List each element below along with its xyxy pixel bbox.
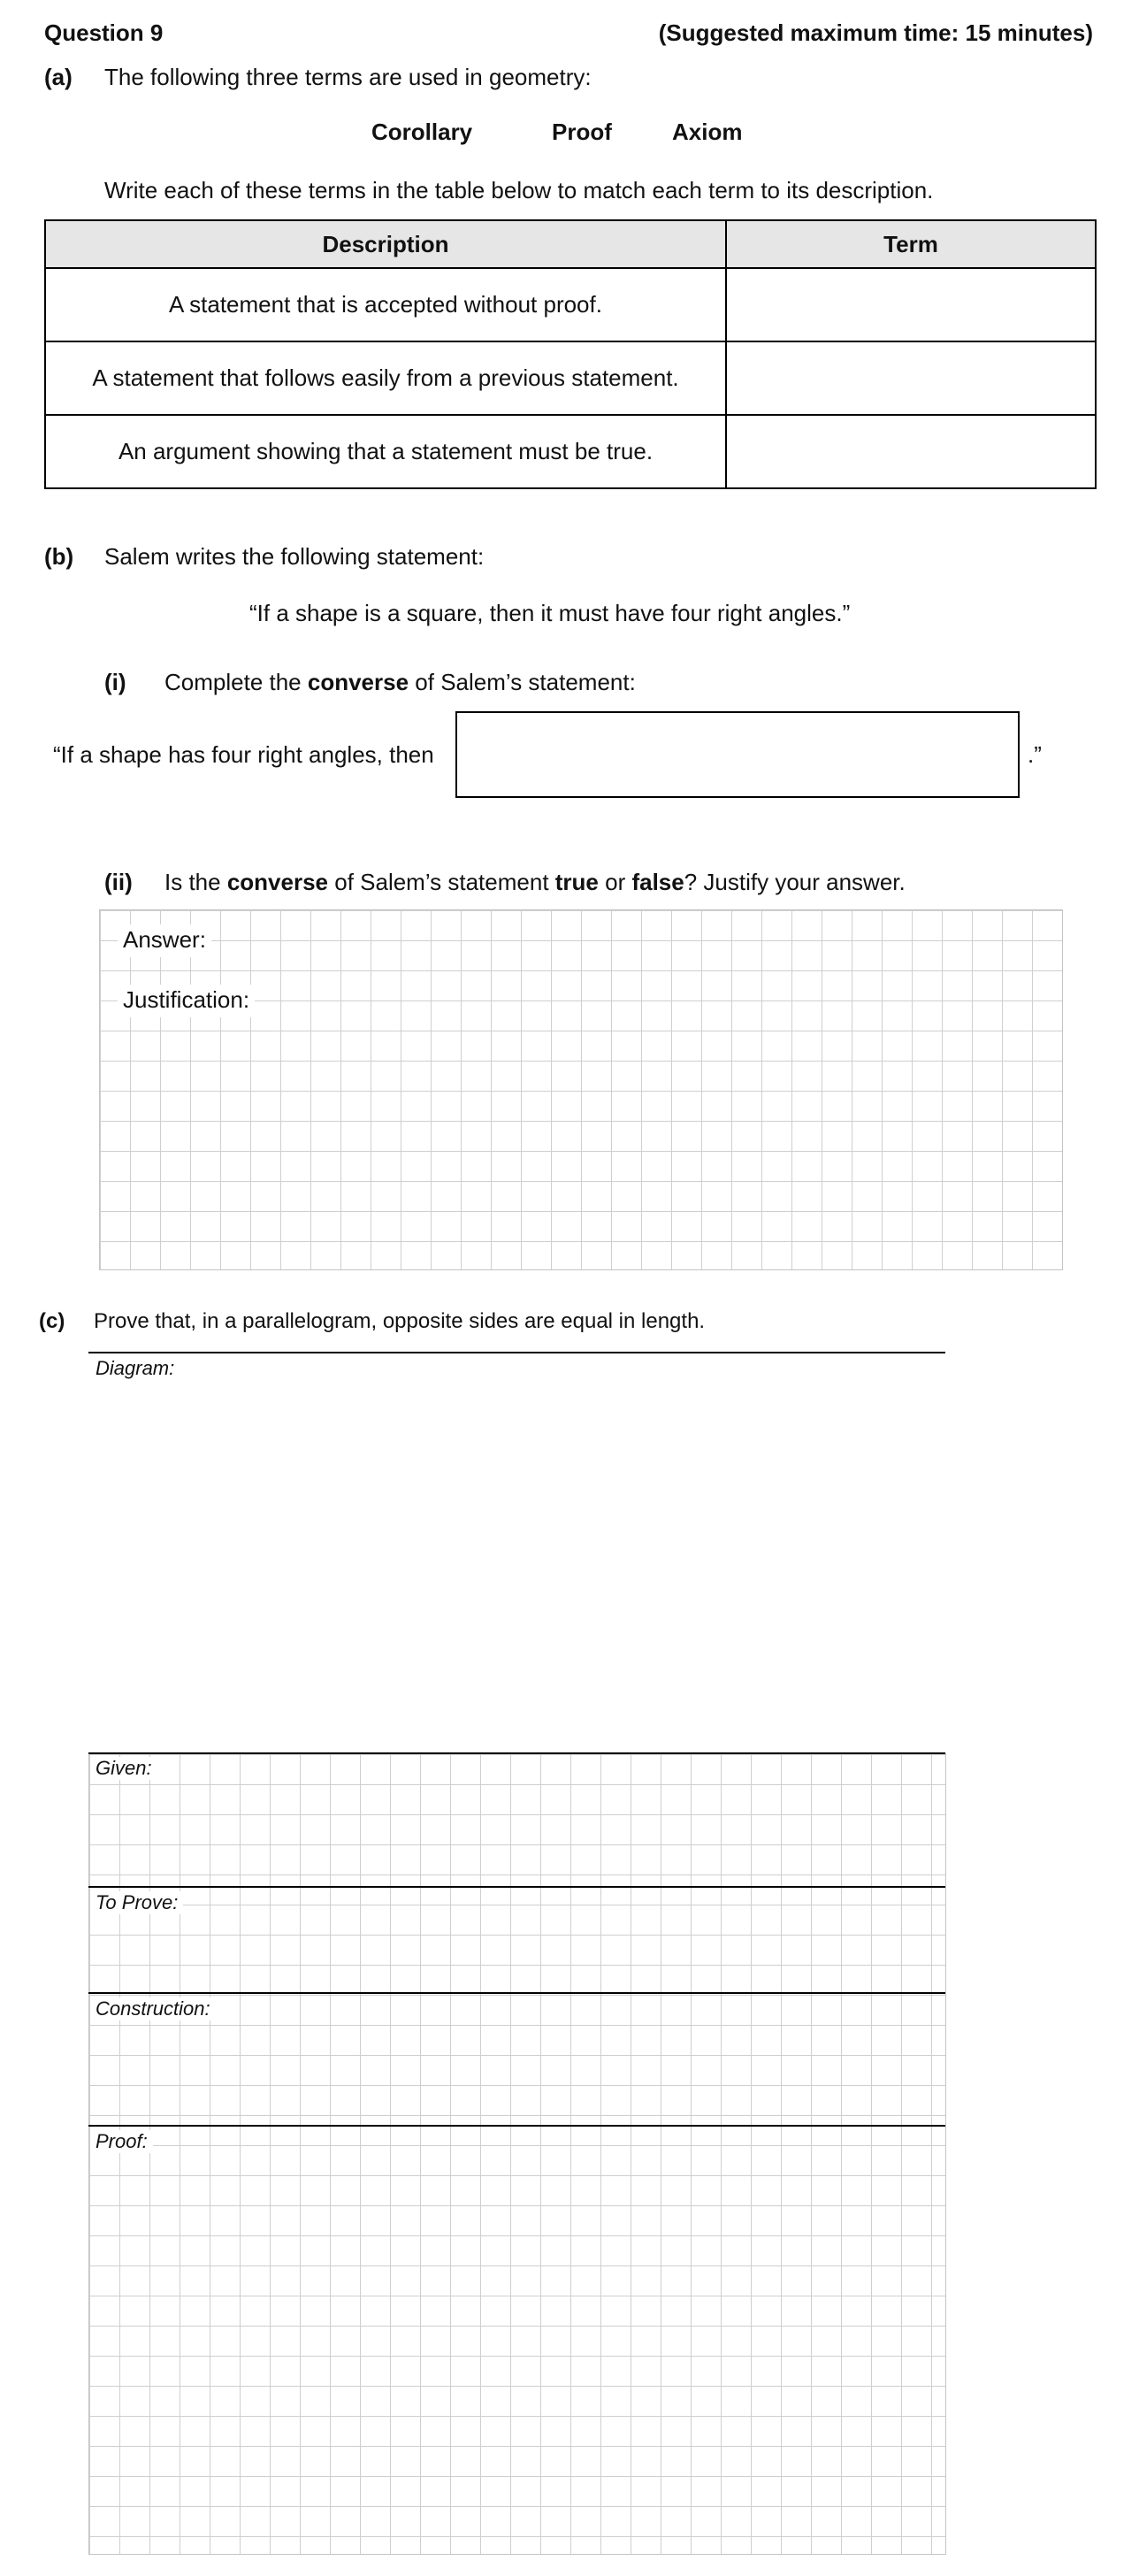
suggested-time: (Suggested maximum time: 15 minutes) [658, 19, 1093, 46]
description-header: Description [45, 220, 726, 268]
diagram-label: Diagram: [96, 1357, 175, 1379]
part-a-instruction: Write each of these terms in the table below to match each term to its description. [104, 177, 934, 203]
part-b-ii-question [164, 869, 906, 896]
part-b-intro: Salem writes the following statement: [104, 543, 485, 570]
part-a-intro: The following three terms are used in geometry: [104, 64, 592, 90]
converse-sentence-start: “If a shape has four right angles, then [53, 741, 434, 768]
divider [88, 2125, 945, 2127]
part-b-i-label: (i) [104, 669, 126, 695]
text: Is the [164, 869, 227, 895]
converse-answer-box[interactable] [455, 711, 1020, 798]
matching-table [44, 219, 1097, 489]
part-c-instruction: Prove that, in a parallelogram, opposite sides are equal in length. [94, 1309, 706, 1333]
table-row [45, 268, 1096, 341]
text: or [598, 869, 632, 895]
converse-bold: converse [307, 669, 409, 695]
proof-grid[interactable] [88, 1753, 946, 2555]
divider [88, 1992, 945, 1994]
question-number: Question 9 [44, 19, 164, 46]
part-b-ii-label: (ii) [104, 869, 133, 895]
proof-label: Proof: [90, 2130, 153, 2153]
given-label: Given: [90, 1757, 157, 1780]
answer-label: Answer: [118, 924, 211, 957]
term-header: Term [726, 220, 1096, 268]
table-row [45, 415, 1096, 488]
part-c-label: (c) [39, 1309, 65, 1333]
term-corollary: Corollary [371, 119, 473, 145]
false-bold: false [631, 869, 684, 895]
table-row [45, 341, 1096, 415]
divider [88, 1886, 945, 1888]
term-answer-cell[interactable] [726, 415, 1096, 488]
description-cell: An argument showing that a statement must be true. [45, 415, 726, 488]
text: ? Justify your answer. [684, 869, 906, 895]
answer-grid[interactable] [99, 909, 1063, 1270]
term-answer-cell[interactable] [726, 268, 1096, 341]
term-proof: Proof [552, 119, 612, 145]
description-cell: A statement that is accepted without proof. [45, 268, 726, 341]
text: of Salem’s statement: [409, 669, 636, 695]
text: Complete the [164, 669, 308, 695]
converse-sentence-end: .” [1028, 741, 1042, 768]
to-prove-label: To Prove: [90, 1891, 183, 1914]
construction-label: Construction: [90, 1997, 216, 2020]
salem-statement: “If a shape is a square, then it must have four right angles.” [249, 600, 851, 626]
part-a-label: (a) [44, 64, 73, 90]
divider [88, 1752, 945, 1754]
part-b-i-instruction [164, 669, 636, 696]
text: of Salem’s statement [328, 869, 555, 895]
converse-bold: converse [226, 869, 329, 895]
part-b-label: (b) [44, 543, 74, 570]
divider [88, 1352, 945, 1353]
term-axiom: Axiom [672, 119, 743, 145]
true-bold: true [554, 869, 599, 895]
term-answer-cell[interactable] [726, 341, 1096, 415]
justification-label: Justification: [118, 985, 255, 1017]
description-cell: A statement that follows easily from a previous statement. [45, 341, 726, 415]
